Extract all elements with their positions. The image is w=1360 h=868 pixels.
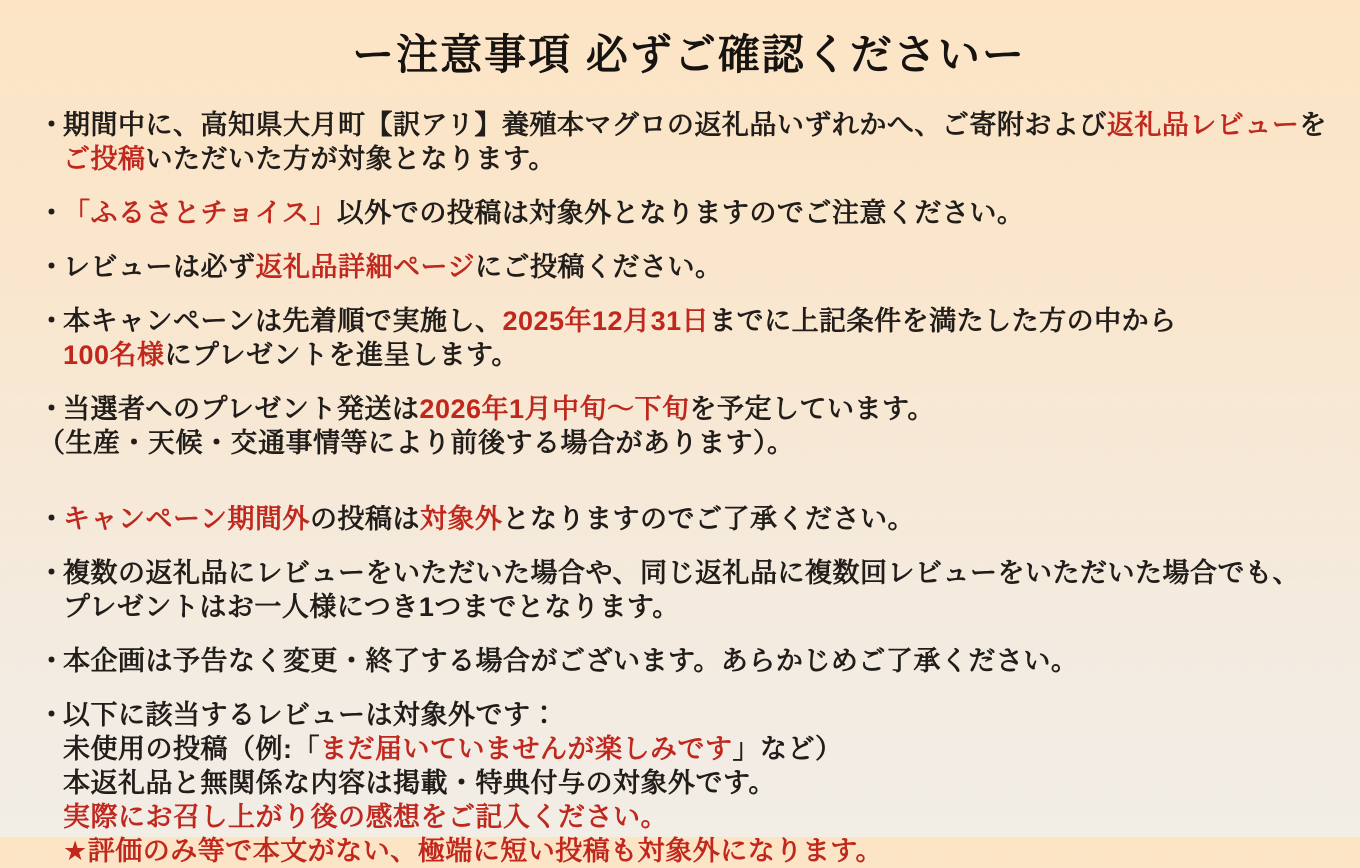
notice-text: までに上記条件を満たした方の中から [709, 306, 1177, 336]
notice-item [38, 556, 1340, 624]
notice-line [38, 304, 1340, 338]
notice-text: レビューは必ず [63, 252, 256, 282]
bullet-marker: ・ [38, 198, 66, 228]
notice-item [38, 698, 1340, 868]
notice-text: 以下に該当するレビューは対象外です： [63, 700, 558, 730]
notice-text: 複数の返礼品にレビューをいただいた場合や、同じ返礼品に複数回レビューをいただいた場合でも、 [63, 558, 1300, 588]
notice-line [38, 834, 1340, 868]
notice-text: 本企画は予告なく変更・終了する場合がございます。あらかじめご了承ください。 [63, 646, 1079, 676]
notice-line [38, 392, 1340, 426]
notice-line [38, 732, 1340, 766]
page-title: ー注意事項 必ずご確認くださいー [352, 31, 1026, 78]
bullet-marker: ・ [38, 646, 66, 676]
highlighted-text: 2025年12月31日 [502, 306, 710, 336]
bullet-marker: ・ [38, 110, 66, 140]
notice-line [38, 196, 1340, 230]
notice-text: 当選者へのプレゼント発送は [63, 394, 420, 424]
notice-text: にご投稿ください。 [474, 252, 723, 282]
notice-line [38, 556, 1340, 590]
notice-item [38, 250, 1340, 284]
notice-text: 本返礼品と無関係な内容は掲載・特典付与の対象外です。 [63, 768, 776, 798]
highlighted-text: 対象外 [419, 504, 503, 534]
notice-item [38, 304, 1340, 372]
notice-text: 未使用の投稿（例:「 [63, 734, 320, 764]
notice-text: を予定しています。 [689, 394, 935, 424]
notice-line [38, 766, 1340, 800]
notice-item [38, 644, 1340, 678]
notice-text: 以外での投稿は対象外となりますのでご注意ください。 [336, 198, 1025, 228]
highlighted-text: ★評価のみ等で本文がない、極端に短い投稿も対象外になります。 [63, 836, 884, 866]
highlighted-text: 返礼品詳細ページ [255, 252, 475, 282]
notice-text: （生産・天候・交通事情等により前後する場合があります）。 [38, 428, 795, 458]
notice-text: にプレゼントを進呈します。 [164, 340, 519, 370]
notice-line [38, 426, 1340, 460]
notice-text: を [1299, 110, 1327, 140]
bullet-marker: ・ [38, 504, 66, 534]
notice-line [38, 502, 1340, 536]
notice-line [38, 698, 1340, 732]
highlighted-text: 返礼品レビュー [1106, 110, 1300, 140]
notice-text: 」など） [732, 734, 843, 764]
highlighted-text: 実際にお召し上がり後の感想をご記入ください。 [63, 802, 668, 832]
highlighted-text: ご投稿 [63, 144, 146, 174]
bullet-marker: ・ [38, 252, 66, 282]
notice-line [38, 590, 1340, 624]
bullet-marker: ・ [38, 306, 66, 336]
notice-line [38, 108, 1340, 142]
notice-line [38, 250, 1340, 284]
notice-item [38, 502, 1340, 536]
highlighted-text: まだ届いていませんが楽しみです [320, 734, 733, 764]
highlighted-text: 2026年1月中旬～下旬 [419, 394, 690, 424]
notice-line [38, 338, 1340, 372]
notice-text: の投稿は [309, 504, 420, 534]
notice-text: 本キャンペーンは先着順で実施し、 [63, 306, 503, 336]
notice-item [38, 196, 1340, 230]
notice-list [38, 108, 1340, 868]
notice-text: いただいた方が対象となります。 [145, 144, 556, 174]
bullet-marker: ・ [38, 558, 66, 588]
notice-line [38, 644, 1340, 678]
notice-line [38, 800, 1340, 834]
bullet-marker: ・ [38, 394, 66, 424]
notice-item [38, 392, 1340, 460]
notice-item [38, 108, 1340, 176]
highlighted-text: 100名様 [63, 340, 165, 370]
highlighted-text: キャンペーン期間外 [63, 504, 310, 534]
notice-line [38, 142, 1340, 176]
notice-text: プレゼントはお一人様につき1つまでとなります。 [63, 592, 680, 622]
notice-text: となりますのでご了承ください。 [502, 504, 915, 534]
highlighted-text: 「ふるさとチョイス」 [63, 198, 337, 228]
notice-text: 期間中に、高知県大月町【訳アリ】養殖本マグロの返礼品いずれかへ、ご寄附および [63, 110, 1107, 140]
bullet-marker: ・ [38, 700, 66, 730]
